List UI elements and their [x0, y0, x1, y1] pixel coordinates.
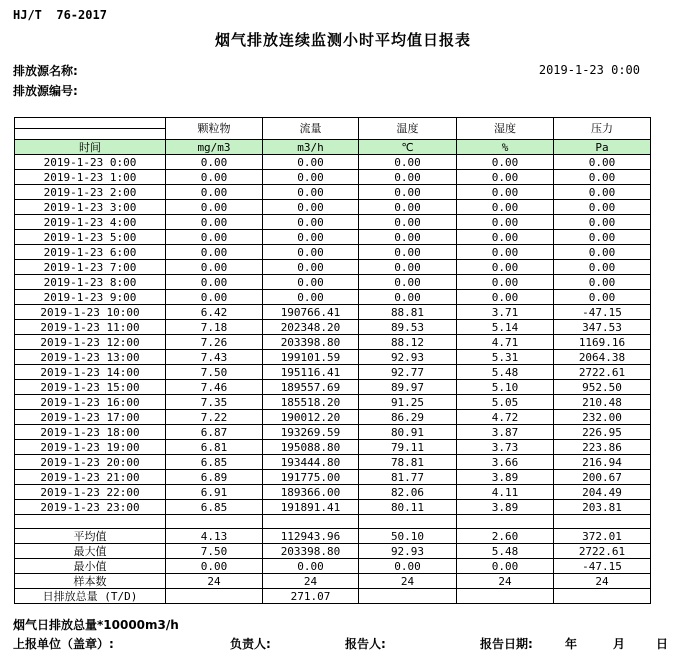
- row-pressure-value: 200.67: [554, 470, 651, 485]
- row-temperature-value: 89.97: [359, 380, 457, 395]
- row-pressure-value: 210.48: [554, 395, 651, 410]
- row-flow-value: 0.00: [263, 170, 359, 185]
- summary-pressure-value: 372.01: [554, 529, 651, 544]
- row-time: 2019-1-23 12:00: [15, 335, 166, 350]
- row-temperature-value: 0.00: [359, 245, 457, 260]
- report-datetime: 2019-1-23 0:00: [538, 63, 640, 77]
- row-pressure-value: 216.94: [554, 455, 651, 470]
- row-time: 2019-1-23 13:00: [15, 350, 166, 365]
- table-row: [15, 230, 651, 245]
- row-time: 2019-1-23 16:00: [15, 395, 166, 410]
- table-row: [15, 305, 651, 320]
- table-row: [15, 245, 651, 260]
- row-particulate-value: 0.00: [166, 185, 263, 200]
- row-flow-value: 189557.69: [263, 380, 359, 395]
- row-flow-value: 191891.41: [263, 500, 359, 515]
- row-humidity-value: 5.31: [457, 350, 554, 365]
- row-particulate-value: 7.35: [166, 395, 263, 410]
- row-pressure-value: 0.00: [554, 200, 651, 215]
- day-label: 日: [656, 637, 669, 651]
- row-humidity-value: 3.71: [457, 305, 554, 320]
- table-row: [15, 410, 651, 425]
- row-pressure-value: 2722.61: [554, 365, 651, 380]
- summary-temperature-value: 92.93: [359, 544, 457, 559]
- row-flow-value: 199101.59: [263, 350, 359, 365]
- row-time: 2019-1-23 2:00: [15, 185, 166, 200]
- row-particulate-value: 7.50: [166, 365, 263, 380]
- summary-temperature-value: 0.00: [359, 559, 457, 574]
- row-temperature-value: 0.00: [359, 170, 457, 185]
- row-pressure-value: 232.00: [554, 410, 651, 425]
- row-time: 2019-1-23 14:00: [15, 365, 166, 380]
- month-label: 月: [613, 637, 626, 651]
- row-humidity-value: 5.05: [457, 395, 554, 410]
- summary-row-label: 最大值: [15, 544, 166, 559]
- table-row: [15, 470, 651, 485]
- row-time: 2019-1-23 17:00: [15, 410, 166, 425]
- summary-flow-value: 24: [263, 574, 359, 589]
- row-particulate-value: 6.91: [166, 485, 263, 500]
- row-temperature-value: 0.00: [359, 185, 457, 200]
- row-particulate-value: 6.87: [166, 425, 263, 440]
- summary-flow-value: 203398.80: [263, 544, 359, 559]
- row-pressure-value: 0.00: [554, 215, 651, 230]
- row-time: 2019-1-23 15:00: [15, 380, 166, 395]
- row-humidity-value: 0.00: [457, 260, 554, 275]
- year-label: 年: [565, 637, 578, 651]
- row-pressure-value: -47.15: [554, 305, 651, 320]
- row-time: 2019-1-23 3:00: [15, 200, 166, 215]
- row-flow-value: 0.00: [263, 200, 359, 215]
- row-time: 2019-1-23 18:00: [15, 425, 166, 440]
- row-particulate-value: 7.43: [166, 350, 263, 365]
- row-flow-value: 185518.20: [263, 395, 359, 410]
- row-flow-value: 203398.80: [263, 335, 359, 350]
- units-row: [15, 140, 651, 155]
- row-flow-value: 193444.80: [263, 455, 359, 470]
- row-pressure-value: 2064.38: [554, 350, 651, 365]
- report-date-label: 报告日期:: [480, 637, 533, 651]
- table-row: [15, 395, 651, 410]
- row-humidity-value: 3.89: [457, 500, 554, 515]
- row-particulate-value: 0.00: [166, 200, 263, 215]
- summary-humidity-value: 5.48: [457, 544, 554, 559]
- row-humidity-value: 0.00: [457, 185, 554, 200]
- page-title: 烟气排放连续监测小时平均值日报表: [214, 31, 471, 49]
- row-pressure-value: 204.49: [554, 485, 651, 500]
- table-row: [15, 425, 651, 440]
- daily-total-note: 烟气日排放总量*10000m3/h: [13, 618, 179, 632]
- row-flow-value: 0.00: [263, 155, 359, 170]
- row-particulate-value: 7.18: [166, 320, 263, 335]
- row-particulate-value: 6.42: [166, 305, 263, 320]
- col-header-humidity: 湿度: [457, 118, 554, 140]
- row-time: 2019-1-23 11:00: [15, 320, 166, 335]
- row-flow-value: 190766.41: [263, 305, 359, 320]
- row-time: 2019-1-23 7:00: [15, 260, 166, 275]
- row-temperature-value: 91.25: [359, 395, 457, 410]
- summary-humidity-value: 0.00: [457, 559, 554, 574]
- row-humidity-value: 0.00: [457, 275, 554, 290]
- row-humidity-value: 0.00: [457, 215, 554, 230]
- unit-flow: m3/h: [263, 140, 359, 155]
- source-code-label: 排放源编号:: [13, 84, 78, 98]
- table-row: [15, 155, 651, 170]
- summary-row: [15, 559, 651, 574]
- row-particulate-value: 6.81: [166, 440, 263, 455]
- row-temperature-value: 82.06: [359, 485, 457, 500]
- row-humidity-value: 0.00: [457, 200, 554, 215]
- row-pressure-value: 1169.16: [554, 335, 651, 350]
- row-time: 2019-1-23 6:00: [15, 245, 166, 260]
- source-name-label: 排放源名称:: [13, 64, 78, 78]
- row-flow-value: 0.00: [263, 215, 359, 230]
- row-flow-value: 195088.80: [263, 440, 359, 455]
- row-humidity-value: 0.00: [457, 245, 554, 260]
- row-humidity-value: 0.00: [457, 155, 554, 170]
- row-particulate-value: 0.00: [166, 260, 263, 275]
- report-table: [14, 117, 651, 604]
- row-humidity-value: 5.48: [457, 365, 554, 380]
- row-particulate-value: 7.22: [166, 410, 263, 425]
- row-humidity-value: 0.00: [457, 290, 554, 305]
- row-pressure-value: 0.00: [554, 170, 651, 185]
- row-pressure-value: 347.53: [554, 320, 651, 335]
- table-row: [15, 170, 651, 185]
- summary-row-label: 最小值: [15, 559, 166, 574]
- corner-cell-top: [15, 118, 166, 129]
- row-time: 2019-1-23 1:00: [15, 170, 166, 185]
- responsible-person-label: 负责人:: [230, 637, 271, 651]
- summary-row: [15, 589, 651, 604]
- row-humidity-value: 0.00: [457, 170, 554, 185]
- summary-row-label: 样本数: [15, 574, 166, 589]
- summary-flow-value: 112943.96: [263, 529, 359, 544]
- row-pressure-value: 0.00: [554, 260, 651, 275]
- row-particulate-value: 7.26: [166, 335, 263, 350]
- summary-humidity-value: [457, 589, 554, 604]
- row-temperature-value: 0.00: [359, 260, 457, 275]
- row-temperature-value: 0.00: [359, 155, 457, 170]
- unit-particulate: mg/m3: [166, 140, 263, 155]
- table-row: [15, 200, 651, 215]
- row-pressure-value: 226.95: [554, 425, 651, 440]
- spacer-row: [15, 515, 651, 529]
- row-temperature-value: 0.00: [359, 200, 457, 215]
- row-humidity-value: 0.00: [457, 230, 554, 245]
- row-temperature-value: 0.00: [359, 290, 457, 305]
- col-header-particulate: 颗粒物: [166, 118, 263, 140]
- summary-pressure-value: 2722.61: [554, 544, 651, 559]
- summary-temperature-value: 24: [359, 574, 457, 589]
- row-particulate-value: 6.85: [166, 500, 263, 515]
- summary-pressure-value: -47.15: [554, 559, 651, 574]
- col-header-temperature: 温度: [359, 118, 457, 140]
- table-row: [15, 275, 651, 290]
- row-time: 2019-1-23 21:00: [15, 470, 166, 485]
- table-row: [15, 215, 651, 230]
- row-pressure-value: 0.00: [554, 290, 651, 305]
- table-row: [15, 500, 651, 515]
- row-humidity-value: 5.14: [457, 320, 554, 335]
- table-row: [15, 440, 651, 455]
- reporter-label: 报告人:: [345, 637, 386, 651]
- summary-particulate-value: 24: [166, 574, 263, 589]
- row-temperature-value: 80.11: [359, 500, 457, 515]
- row-temperature-value: 0.00: [359, 215, 457, 230]
- summary-temperature-value: [359, 589, 457, 604]
- summary-row: [15, 574, 651, 589]
- row-pressure-value: 952.50: [554, 380, 651, 395]
- row-flow-value: 195116.41: [263, 365, 359, 380]
- row-humidity-value: 3.89: [457, 470, 554, 485]
- row-pressure-value: 0.00: [554, 275, 651, 290]
- summary-flow-value: 271.07: [263, 589, 359, 604]
- row-pressure-value: 0.00: [554, 245, 651, 260]
- row-flow-value: 0.00: [263, 245, 359, 260]
- row-particulate-value: 0.00: [166, 215, 263, 230]
- summary-humidity-value: 24: [457, 574, 554, 589]
- row-particulate-value: 0.00: [166, 170, 263, 185]
- row-temperature-value: 78.81: [359, 455, 457, 470]
- table-row: [15, 380, 651, 395]
- table-row: [15, 260, 651, 275]
- row-time: 2019-1-23 22:00: [15, 485, 166, 500]
- row-time: 2019-1-23 8:00: [15, 275, 166, 290]
- unit-humidity: %: [457, 140, 554, 155]
- summary-particulate-value: 0.00: [166, 559, 263, 574]
- row-time: 2019-1-23 5:00: [15, 230, 166, 245]
- row-particulate-value: 7.46: [166, 380, 263, 395]
- row-time: 2019-1-23 20:00: [15, 455, 166, 470]
- row-time: 2019-1-23 9:00: [15, 290, 166, 305]
- row-time: 2019-1-23 0:00: [15, 155, 166, 170]
- row-temperature-value: 0.00: [359, 275, 457, 290]
- row-flow-value: 0.00: [263, 290, 359, 305]
- row-flow-value: 191775.00: [263, 470, 359, 485]
- row-particulate-value: 0.00: [166, 155, 263, 170]
- table-row: [15, 290, 651, 305]
- summary-particulate-value: [166, 589, 263, 604]
- row-flow-value: 190012.20: [263, 410, 359, 425]
- table-row: [15, 320, 651, 335]
- summary-temperature-value: 50.10: [359, 529, 457, 544]
- row-time: 2019-1-23 23:00: [15, 500, 166, 515]
- row-temperature-value: 81.77: [359, 470, 457, 485]
- row-time: 2019-1-23 10:00: [15, 305, 166, 320]
- summary-pressure-value: 24: [554, 574, 651, 589]
- summary-row: [15, 529, 651, 544]
- row-humidity-value: 4.71: [457, 335, 554, 350]
- table-row: [15, 350, 651, 365]
- row-flow-value: 0.00: [263, 275, 359, 290]
- row-humidity-value: 4.72: [457, 410, 554, 425]
- row-temperature-value: 0.00: [359, 230, 457, 245]
- row-flow-value: 189366.00: [263, 485, 359, 500]
- row-particulate-value: 0.00: [166, 290, 263, 305]
- row-humidity-value: 3.87: [457, 425, 554, 440]
- row-time: 2019-1-23 19:00: [15, 440, 166, 455]
- summary-particulate-value: 4.13: [166, 529, 263, 544]
- row-flow-value: 193269.59: [263, 425, 359, 440]
- row-temperature-value: 88.12: [359, 335, 457, 350]
- row-particulate-value: 0.00: [166, 275, 263, 290]
- summary-flow-value: 0.00: [263, 559, 359, 574]
- summary-row: [15, 544, 651, 559]
- row-temperature-value: 79.11: [359, 440, 457, 455]
- row-pressure-value: 0.00: [554, 230, 651, 245]
- row-temperature-value: 89.53: [359, 320, 457, 335]
- row-particulate-value: 6.89: [166, 470, 263, 485]
- row-temperature-value: 92.93: [359, 350, 457, 365]
- row-pressure-value: 203.81: [554, 500, 651, 515]
- table-row: [15, 485, 651, 500]
- standard-code: HJ/T 76-2017: [13, 8, 107, 22]
- row-time: 2019-1-23 4:00: [15, 215, 166, 230]
- row-pressure-value: 0.00: [554, 185, 651, 200]
- time-column-header: 时间: [15, 140, 166, 155]
- row-flow-value: 0.00: [263, 260, 359, 275]
- row-pressure-value: 223.86: [554, 440, 651, 455]
- unit-temperature: ℃: [359, 140, 457, 155]
- row-pressure-value: 0.00: [554, 155, 651, 170]
- col-header-flow: 流量: [263, 118, 359, 140]
- report-unit-label: 上报单位（盖章）:: [13, 637, 114, 651]
- row-particulate-value: 0.00: [166, 230, 263, 245]
- row-flow-value: 202348.20: [263, 320, 359, 335]
- row-particulate-value: 0.00: [166, 245, 263, 260]
- col-header-pressure: 压力: [554, 118, 651, 140]
- summary-pressure-value: [554, 589, 651, 604]
- summary-particulate-value: 7.50: [166, 544, 263, 559]
- row-humidity-value: 3.73: [457, 440, 554, 455]
- row-flow-value: 0.00: [263, 185, 359, 200]
- row-particulate-value: 6.85: [166, 455, 263, 470]
- row-humidity-value: 5.10: [457, 380, 554, 395]
- summary-humidity-value: 2.60: [457, 529, 554, 544]
- table-row: [15, 455, 651, 470]
- summary-row-label: 日排放总量 (T/D): [15, 589, 166, 604]
- table-row: [15, 365, 651, 380]
- table-row: [15, 335, 651, 350]
- row-flow-value: 0.00: [263, 230, 359, 245]
- table-row: [15, 185, 651, 200]
- row-temperature-value: 80.91: [359, 425, 457, 440]
- corner-cell-bottom: [15, 129, 166, 140]
- row-humidity-value: 3.66: [457, 455, 554, 470]
- summary-row-label: 平均值: [15, 529, 166, 544]
- row-temperature-value: 88.81: [359, 305, 457, 320]
- unit-pressure: Pa: [554, 140, 651, 155]
- row-temperature-value: 86.29: [359, 410, 457, 425]
- row-humidity-value: 4.11: [457, 485, 554, 500]
- row-temperature-value: 92.77: [359, 365, 457, 380]
- pollutant-header-row: [15, 118, 651, 129]
